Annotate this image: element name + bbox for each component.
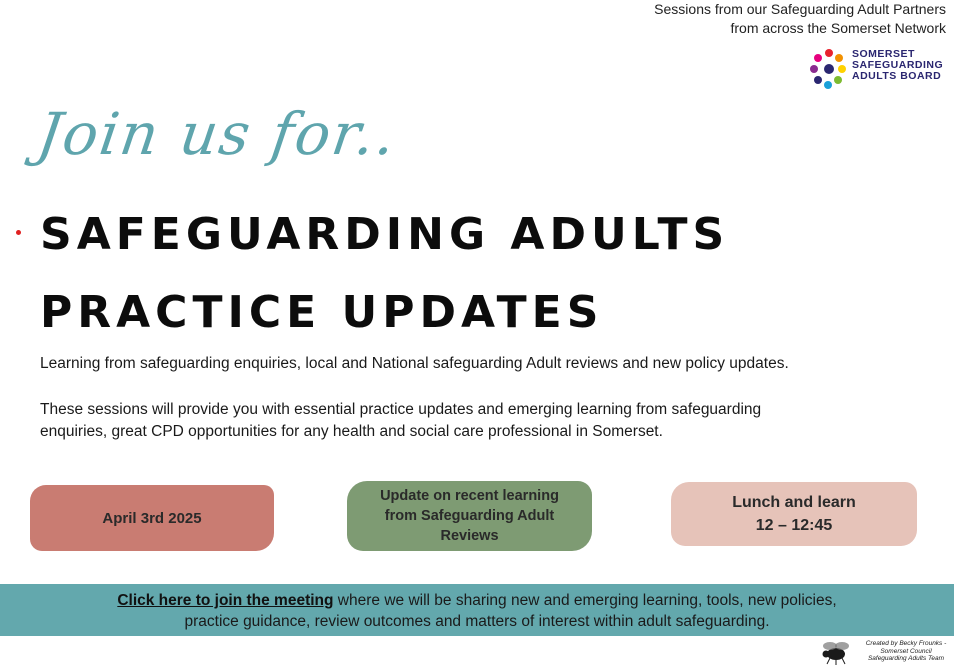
topic-line2: from Safeguarding Adult (384, 508, 555, 524)
intro-paragraph: Learning from safeguarding enquiries, local and National safeguarding Adult reviews and new policy updates. (40, 355, 789, 372)
credit-line2: Somerset Council (880, 647, 932, 655)
banner-line2: practice guidance, review outcomes and matters of interest within adult safeguarding. (184, 613, 770, 630)
sessions-paragraph-line2: enquiries, great CPD opportunities for any health and social care professional in Somerset. (40, 423, 663, 440)
join-banner (0, 584, 954, 636)
logo-line2: SAFEGUARDING (852, 59, 944, 71)
logo-line1: SOMERSET (852, 48, 915, 60)
logo-line3: ADULTS BOARD (852, 70, 942, 82)
lunch-label: Lunch and learn (732, 494, 856, 511)
date-label: April 3rd 2025 (102, 509, 202, 527)
main-title-line1: SAFEGUARDING ADULTS (40, 209, 730, 260)
topic-line3: Reviews (440, 528, 499, 544)
topic-badge (347, 481, 592, 551)
sessions-paragraph (40, 399, 920, 443)
join-us-script-heading: Join us for.. (33, 100, 402, 168)
partners-note-line1: Sessions from our Safeguarding Adult Partners (654, 1, 946, 17)
banner-text (0, 590, 954, 632)
banner-line1-rest: where we will be sharing new and emerging learning, tools, new policies, (333, 592, 837, 609)
join-meeting-link[interactable]: Click here to join the meeting (117, 592, 334, 609)
topic-line1: Update on recent learning (380, 488, 559, 504)
bee-icon (818, 637, 854, 667)
credit-text (858, 640, 954, 663)
credit-line1: Created by Becky Frounks - (865, 640, 947, 647)
partners-note-line2: from across the Somerset Network (730, 20, 946, 36)
sessions-paragraph-line1: These sessions will provide you with essential practice updates and emerging learning from safeguarding (40, 401, 762, 418)
time-badge (671, 482, 917, 546)
main-title (40, 196, 729, 352)
somerset-safeguarding-logo (808, 47, 948, 93)
credit-line3: Safeguarding Adults Team (867, 655, 945, 662)
partners-note (654, 0, 946, 38)
logo-text (852, 49, 943, 82)
date-badge (30, 485, 274, 551)
main-title-line2: PRACTICE UPDATES (40, 287, 604, 338)
time-label: 12 – 12:45 (755, 517, 833, 534)
safeguarding-board-logo-icon (808, 47, 850, 93)
creator-credit (818, 637, 954, 667)
decorative-dot (16, 230, 21, 235)
